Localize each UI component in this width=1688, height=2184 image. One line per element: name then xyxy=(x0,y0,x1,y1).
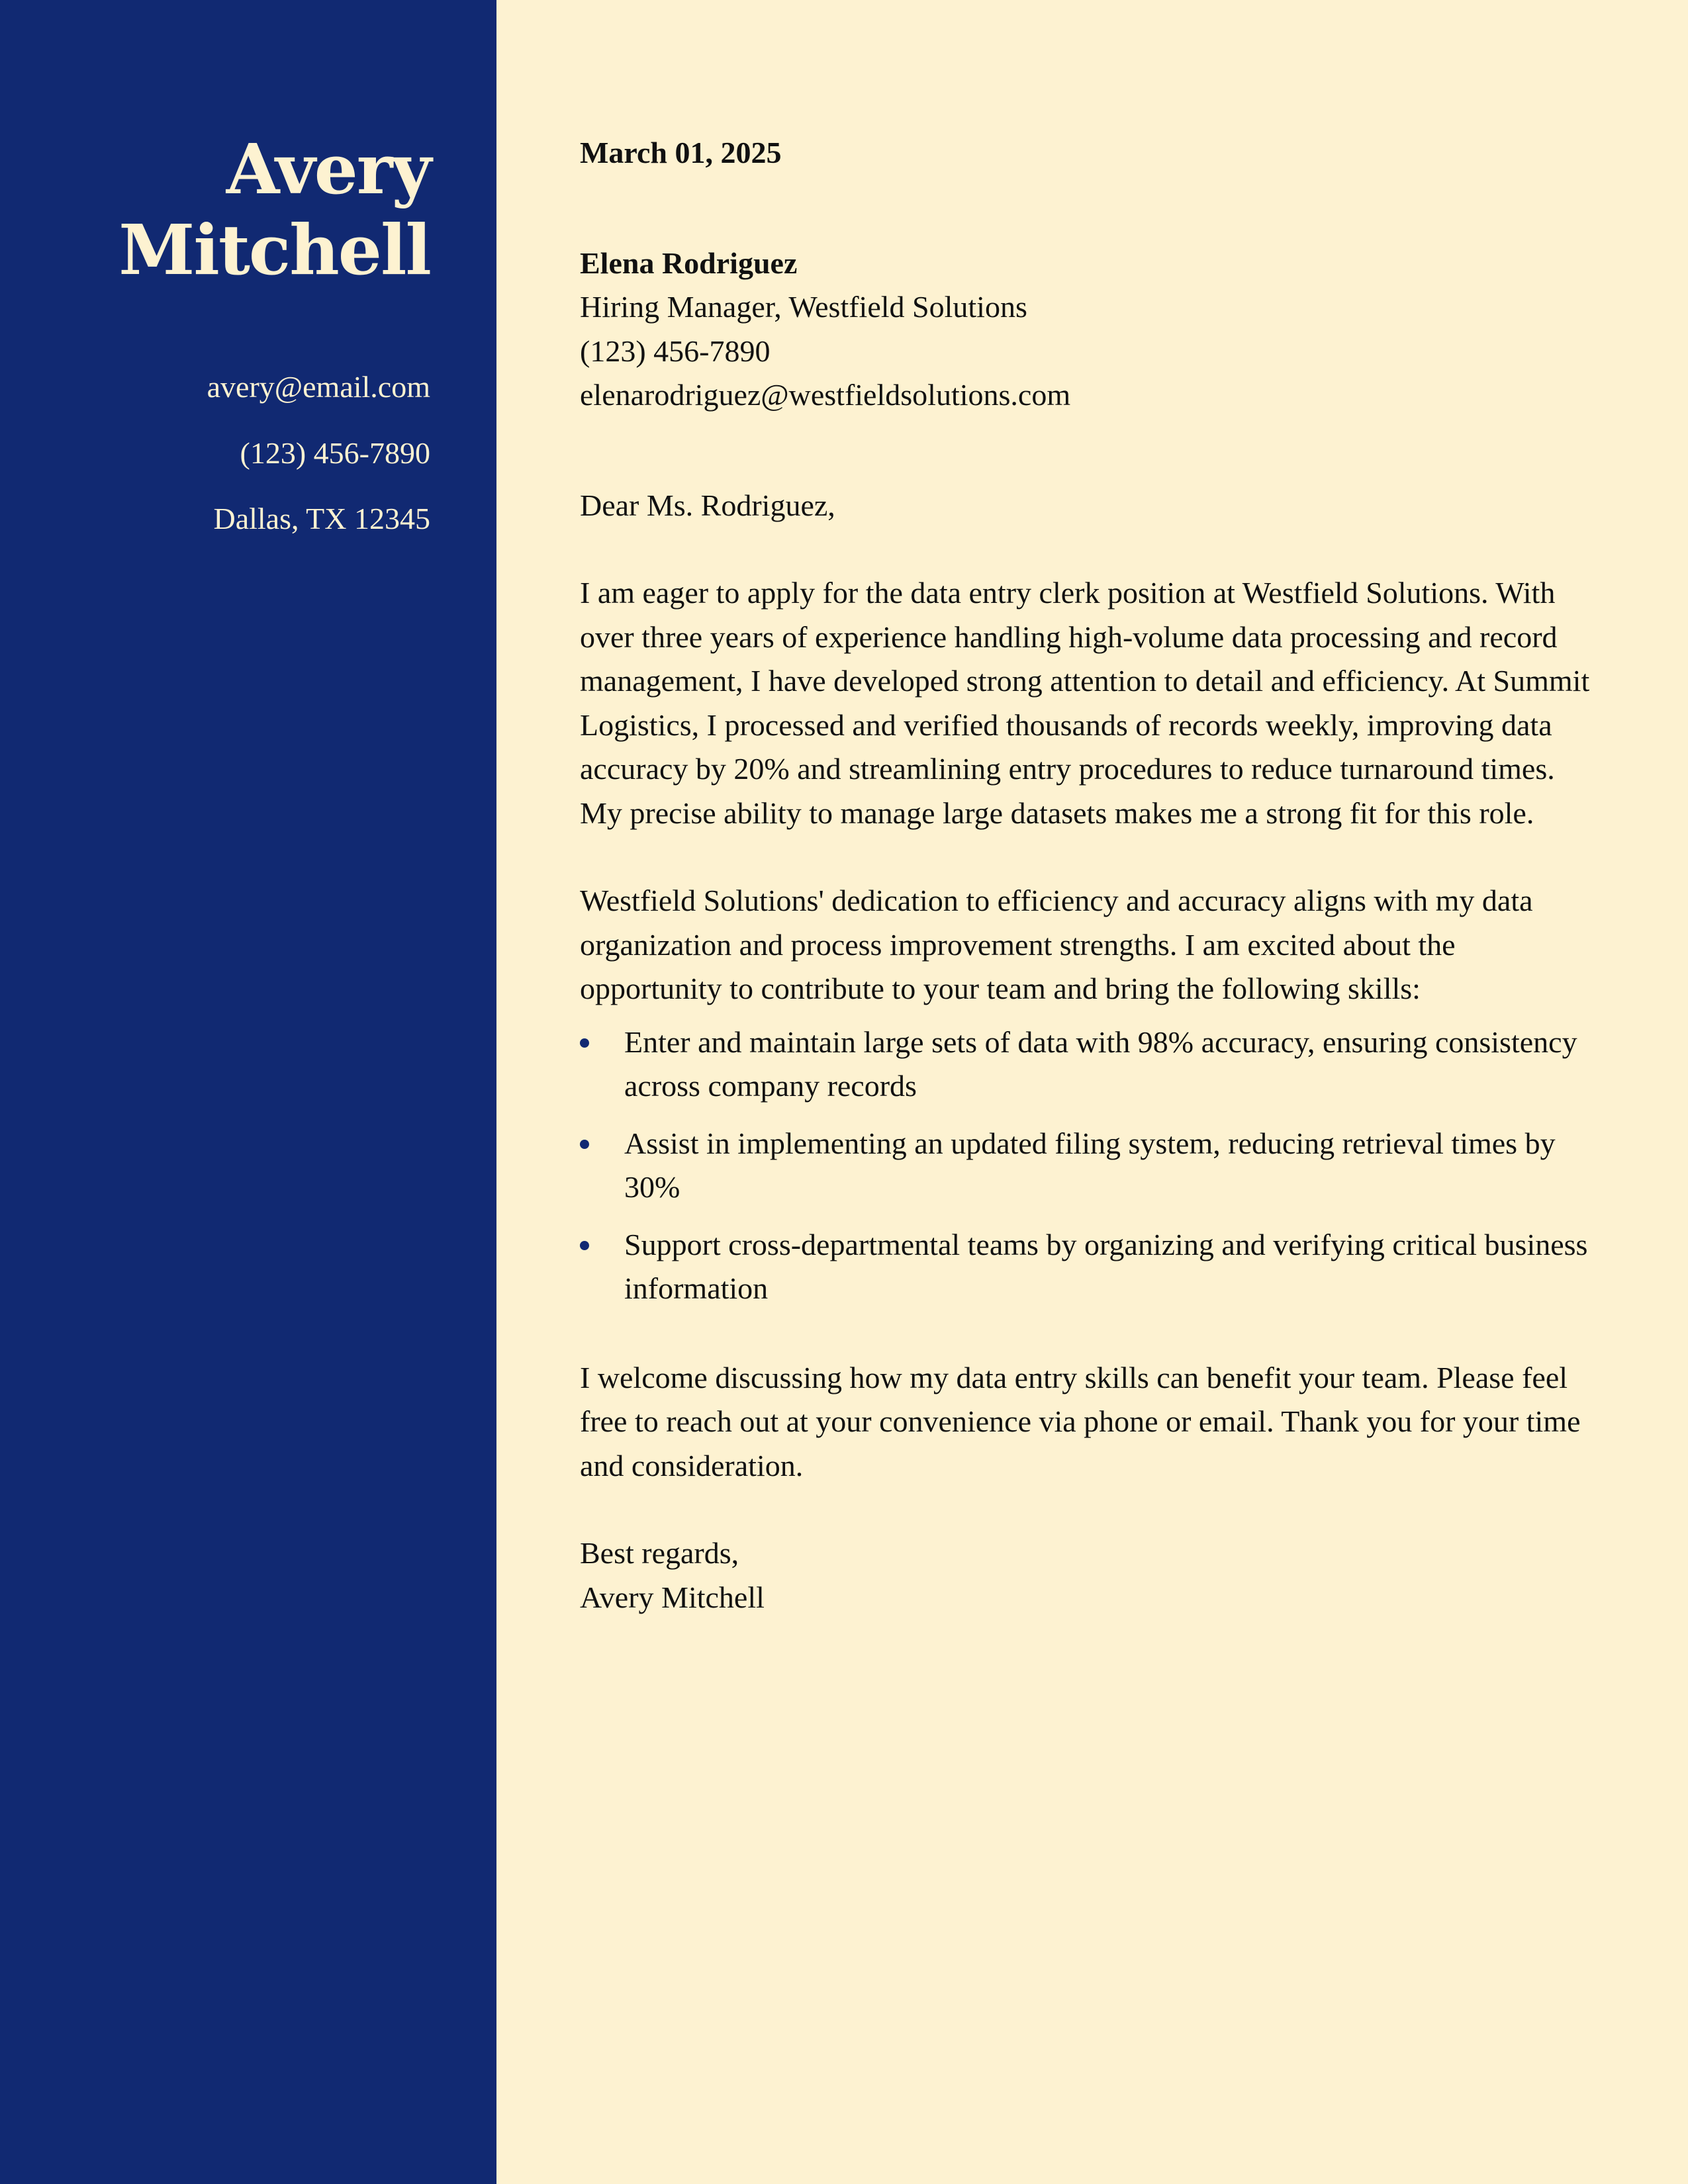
bullet-icon xyxy=(580,1140,589,1149)
sender-name xyxy=(20,129,430,291)
bullet-icon xyxy=(580,1038,589,1048)
closing: Best regards, xyxy=(580,1536,739,1570)
signature: Avery Mitchell xyxy=(580,1580,765,1614)
sender-phone: (123) 456-7890 xyxy=(240,436,430,470)
skills-list xyxy=(580,1021,1599,1311)
body-paragraph-1: I am eager to apply for the data entry clerk position at Westfield Solutions. With over three years of experience handling high-volume data processing and record management, I have developed strong attention to detail and efficiency. At Summit Logistics, I processed and verified thousands of records weekly, improving data accuracy by 20% and streamlining entry procedures to reduce turnaround times. My precise ability to manage large datasets makes me a strong fit for this role. xyxy=(580,576,1590,830)
recipient-email: elenarodriguez@westfieldsolutions.com xyxy=(580,378,1071,412)
recipient-title: Hiring Manager, Westfield Solutions xyxy=(580,290,1027,324)
skill-item xyxy=(580,1122,1599,1210)
recipient-block xyxy=(580,242,1599,418)
closing-block xyxy=(580,1531,1599,1619)
recipient-phone: (123) 456-7890 xyxy=(580,334,771,368)
sidebar xyxy=(0,0,496,2184)
recipient-name: Elena Rodriguez xyxy=(580,246,798,280)
letter-body xyxy=(580,131,1599,1619)
letter-date: March 01, 2025 xyxy=(580,136,782,169)
skill-text: Support cross-departmental teams by organizing and verifying critical business information xyxy=(624,1227,1588,1305)
sender-location: Dallas, TX 12345 xyxy=(213,502,430,535)
sender-last-name: Mitchell xyxy=(118,209,430,291)
skill-item xyxy=(580,1021,1599,1109)
body-paragraph-2: Westfield Solutions' dedication to efficiency and accuracy aligns with my data organization and process improvement strengths. I am excited about the opportunity to contribute to your team and bring the following skills: xyxy=(580,884,1533,1005)
skill-text: Assist in implementing an updated filing system, reducing retrieval times by 30% xyxy=(624,1126,1556,1204)
bullet-icon xyxy=(580,1241,589,1250)
skill-item xyxy=(580,1223,1599,1311)
sender-first-name: Avery xyxy=(226,128,430,210)
sender-email: avery@email.com xyxy=(207,370,430,404)
salutation: Dear Ms. Rodriguez, xyxy=(580,488,835,522)
body-paragraph-3: I welcome discussing how my data entry skills can benefit your team. Please feel free to reach out at your convenience via phone or email. Thank you for your time and consideration. xyxy=(580,1360,1581,1482)
skill-text: Enter and maintain large sets of data with 98% accuracy, ensuring consistency across company records xyxy=(624,1024,1577,1103)
